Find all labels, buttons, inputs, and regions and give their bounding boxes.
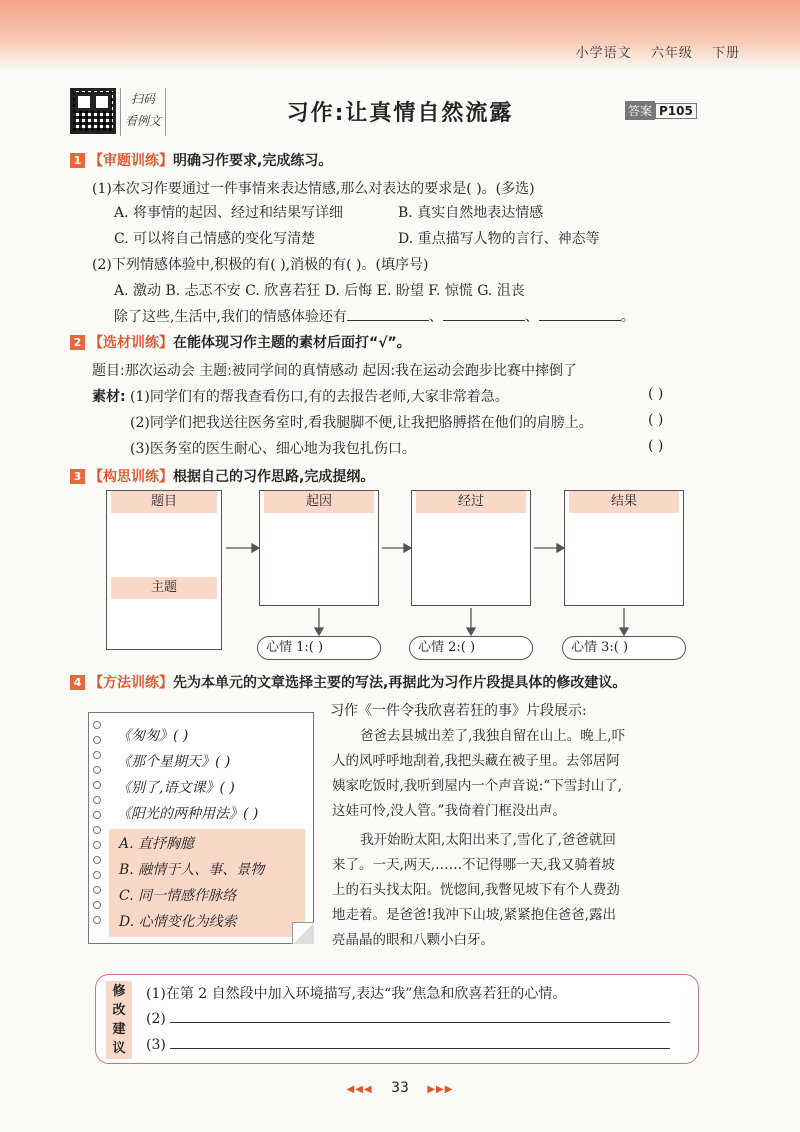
cause-label: 起因: [264, 491, 374, 513]
section-number: 2: [70, 335, 85, 350]
process-label: 经过: [416, 491, 526, 513]
answer-page: P105: [655, 103, 697, 119]
advice-line-3-label: (3): [146, 1037, 166, 1053]
page-title: 习作:让真情自然流露: [286, 101, 514, 126]
theme-label: 主题: [111, 577, 217, 599]
check-bracket[interactable]: ( ): [648, 438, 664, 454]
subject-label: 小学语文: [575, 46, 632, 61]
question-1: (1)本次习作要通过一件事情来表达情感,那么对表达的要求是( )。(多选): [92, 181, 535, 197]
topic-line: 题目:那次运动会 主题:被同学间的真情感动 起因:我在运动会跑步比赛中摔倒了: [92, 363, 578, 379]
article-1[interactable]: 《匆匆》( ): [117, 728, 189, 744]
answer-blank[interactable]: [170, 1022, 670, 1023]
passage-line: 地走着。是爸爸!我冲下山坡,紧紧抱住爸爸,露出: [332, 907, 617, 923]
mood-field-2[interactable]: 心情 2:( ): [409, 636, 533, 660]
title-label: 题目: [111, 491, 217, 513]
article-4[interactable]: 《阳光的两种用法》( ): [117, 806, 259, 822]
advice-line-2-label: (2): [146, 1011, 166, 1027]
result-label: 结果: [569, 491, 679, 513]
advice-line-1: (1)在第 2 自然段中加入环境描写,表达“我”焦急和欣喜若狂的心情。: [146, 986, 567, 1002]
q2-emotions: A. 激动 B. 忐忑不安 C. 欣喜若狂 D. 后悔 E. 盼望 F. 惊慌 G. 沮丧: [114, 283, 525, 299]
q1-option-c: C. 可以将自己情感的变化写清楚: [114, 231, 316, 247]
advice-line-3[interactable]: [146, 1037, 670, 1053]
check-bracket[interactable]: ( ): [648, 412, 664, 428]
mood-field-1[interactable]: 心情 1:( ): [257, 636, 381, 660]
section-instruction: 明确习作要求,完成练习。: [173, 153, 333, 169]
section-tag: 【审题训练】: [89, 153, 173, 169]
passage-line: 亮晶晶的眼和八颗小白牙。: [332, 932, 494, 948]
q1-option-d: D. 重点描写人物的言行、神态等: [398, 231, 600, 247]
passage-line: 这娃可怜,没人管。”我倚着门框没出声。: [332, 803, 566, 819]
check-bracket[interactable]: ( ): [648, 386, 664, 402]
article-2[interactable]: 《那个星期天》( ): [117, 754, 231, 770]
page-footer: [0, 1080, 800, 1096]
method-a: A. 直抒胸臆: [119, 836, 195, 852]
method-c: C. 同一情感作脉络: [119, 888, 237, 904]
scan-label-line1: 扫码: [130, 92, 155, 106]
section-instruction: 先为本单元的文章选择主要的写法,再据此为习作片段提具体的修改建议。: [173, 675, 627, 691]
section4-heading: [70, 672, 626, 692]
page-number: 33: [391, 1080, 409, 1096]
section-tag: 【方法训练】: [89, 675, 173, 691]
scan-label-line2: 看例文: [124, 114, 161, 128]
section-tag: 【构思训练】: [89, 469, 173, 485]
advice-char: 修: [112, 984, 126, 999]
notebook-card: [88, 712, 314, 944]
volume-label: 下册: [711, 46, 740, 61]
section-instruction: 根据自己的习作思路,完成提纲。: [173, 469, 375, 485]
passage-line: 人的风呼呼地刮着,我把头藏在被子里。去邻居阿: [332, 753, 620, 769]
excerpt-passage: [332, 724, 702, 953]
section-instruction: 在能体现习作主题的素材后面打“√”。: [173, 335, 411, 351]
excerpt-title: 习作《一件令我欣喜若狂的事》片段展示:: [330, 703, 587, 719]
passage-line: 来了。一天,两天,……不记得哪一天,我又骑着坡: [332, 857, 615, 873]
prev-arrows-icon: ◀◀◀: [346, 1084, 373, 1095]
next-arrows-icon: ▶▶▶: [427, 1084, 454, 1095]
section-number: 4: [70, 675, 85, 690]
answer-label: 答案: [625, 101, 655, 120]
material-item-2: (2)同学们把我送往医务室时,看我腿脚不便,让我把胳膊搭在他们的肩膀上。: [130, 415, 593, 431]
material-item-1: (1)同学们有的帮我查看伤口,有的去报告老师,大家非常着急。: [130, 389, 509, 405]
advice-char: 议: [112, 1041, 126, 1056]
notebook-rings: [93, 721, 103, 931]
advice-char: 建: [112, 1022, 126, 1037]
q2-end: 。: [620, 309, 635, 325]
material-label: 素材:: [92, 389, 126, 405]
article-3[interactable]: 《别了,语文课》( ): [117, 780, 235, 796]
q1-option-b: B. 真实自然地表达情感: [398, 205, 544, 221]
method-options: [109, 829, 305, 937]
passage-line: 姨家吃饭时,我听到屋内一个声音说:“下雪封山了,: [332, 778, 623, 794]
q2-extra-text: 除了这些,生活中,我们的情感体验还有: [114, 309, 347, 325]
material-item-3: (3)医务室的医生耐心、细心地为我包扎伤口。: [130, 441, 416, 457]
question-2: (2)下列情感体验中,积极的有( ),消极的有( )。(填序号): [92, 257, 429, 273]
advice-line-2[interactable]: [146, 1011, 670, 1027]
q1-option-a: A. 将事情的起因、经过和结果写详细: [114, 205, 344, 221]
method-d: D. 心情变化为线索: [119, 914, 237, 930]
passage-line: 爸爸去县城出差了,我独自留在山上。晚上,吓: [360, 728, 626, 744]
revision-advice-box: [95, 974, 699, 1064]
q2-extra: 除了这些,生活中,我们的情感体验还有 、 、 。: [114, 309, 635, 325]
section-number: 3: [70, 469, 85, 484]
passage-line: 上的石头找太阳。恍惚间,我瞥见坡下有个人费劲: [332, 882, 620, 898]
answer-blank[interactable]: [170, 1048, 670, 1049]
grade-label: 六年级: [650, 46, 693, 61]
advice-label: [106, 981, 132, 1059]
advice-char: 改: [112, 1003, 126, 1018]
section-tag: 【选材训练】: [89, 335, 173, 351]
section-number: 1: [70, 153, 85, 168]
page-fold-icon: [292, 922, 314, 944]
passage-line: 我开始盼太阳,太阳出来了,雪化了,爸爸就回: [360, 832, 616, 848]
method-b: B. 融情于人、事、景物: [119, 862, 265, 878]
mood-field-3[interactable]: 心情 3:( ): [562, 636, 686, 660]
